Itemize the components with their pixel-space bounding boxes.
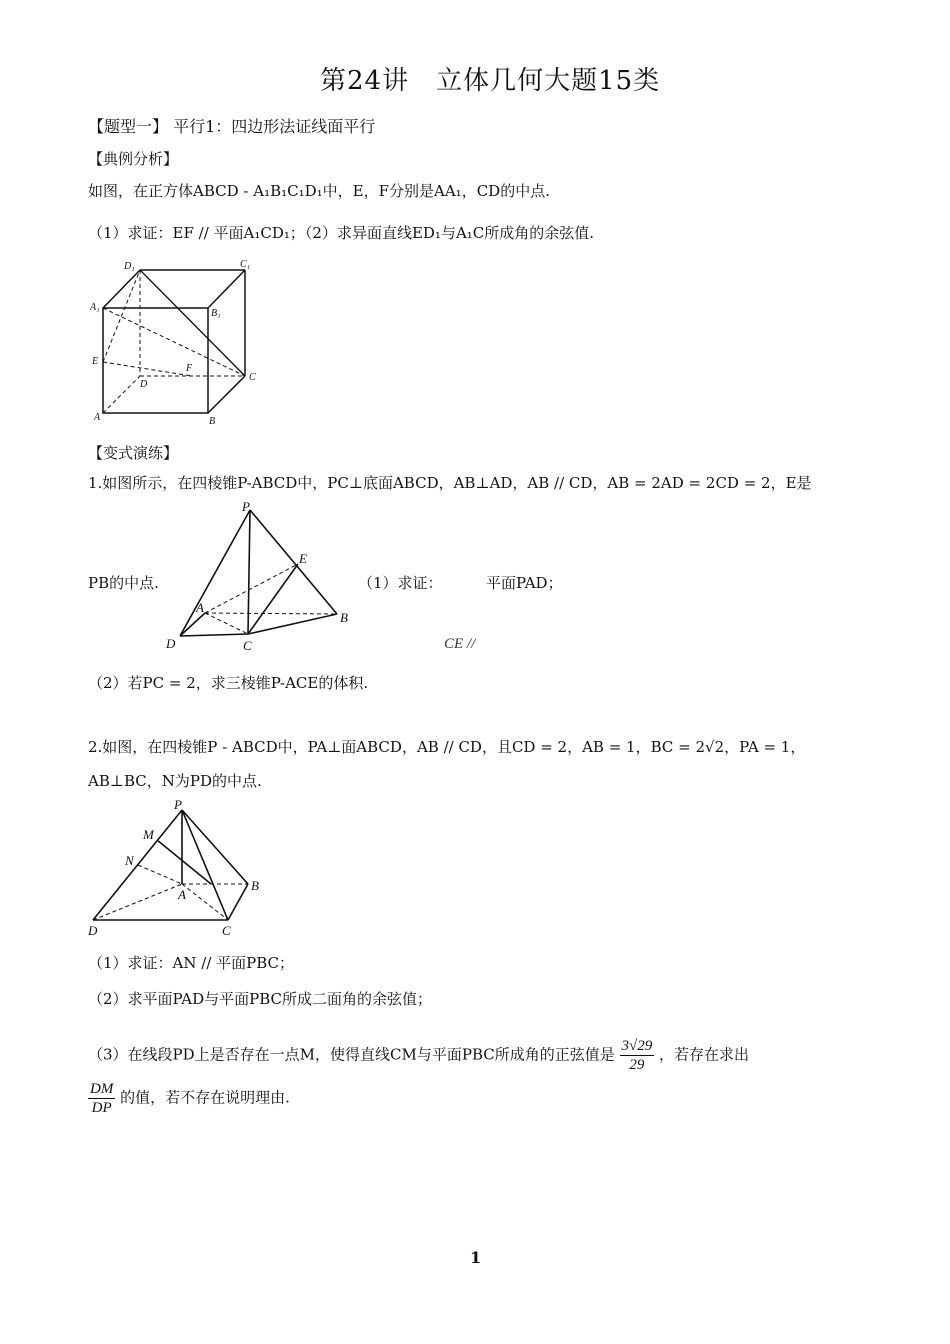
- problem2-q3-text: （3）在线段PD上是否存在一点M，使得直线CM与平面PBC所成角的正弦值是: [88, 1045, 615, 1064]
- label-d1: D₁: [124, 261, 135, 272]
- variant-label: 【变式演练】: [88, 444, 179, 462]
- problem2-q2: （2）求平面PAD与平面PBC所成二面角的余弦值；: [88, 990, 432, 1008]
- problem1-ce: CE //: [444, 636, 476, 652]
- example-questions: （1）求证：EF // 平面A₁CD₁；（2）求异面直线ED₁与A₁C所成角的余弦值.: [88, 224, 595, 242]
- example-label: 【典例分析】: [88, 150, 179, 168]
- sine-fraction: [620, 1037, 655, 1074]
- example-statement: 如图，在正方体ABCD - A₁B₁C₁D₁中，E，F分别是AA₁，CD的中点.: [88, 182, 550, 200]
- page-number: 1: [470, 1248, 482, 1267]
- label-c: C: [222, 923, 231, 938]
- ratio-numerator: DM: [90, 1081, 114, 1097]
- label-e: E: [92, 356, 99, 367]
- label-d: D: [166, 636, 176, 651]
- problem1-statement: 1.如图所示，在四棱锥P-ABCD中，PC⊥底面ABCD，AB⊥AD，AB // CD，AB = 2AD = 2CD = 2，E是: [88, 474, 812, 492]
- label-p: P: [174, 797, 182, 812]
- label-a: A: [196, 600, 204, 615]
- label-f: F: [186, 363, 193, 374]
- label-e: E: [299, 551, 307, 566]
- sine-denominator: 29: [629, 1057, 645, 1073]
- problem1-q2: （2）若PC = 2，求三棱锥P-ACE的体积.: [88, 674, 369, 692]
- page-title: 第24讲 立体几何大题15类: [320, 66, 661, 96]
- problem2-q3-text2: ，若存在求出: [659, 1045, 750, 1064]
- pyramid2-figure: [85, 798, 265, 938]
- problem2-q3-ratio: [88, 1080, 290, 1117]
- problem2-q1: （1）求证：AN // 平面PBC；: [88, 954, 295, 972]
- ratio-fraction: [88, 1080, 115, 1117]
- label-b: B: [251, 878, 259, 893]
- problem1-q1-plane: 平面PAD；: [486, 574, 563, 592]
- problem2-statement: 2.如图，在四棱锥P - ABCD中，PA⊥面ABCD，AB // CD，且CD = 2，AB = 1，BC = 2√2，PA = 1，: [88, 738, 806, 756]
- label-n: N: [125, 853, 134, 868]
- label-d: D: [140, 379, 148, 390]
- sine-numerator: 3√29: [621, 1038, 653, 1054]
- label-b: B: [209, 416, 216, 427]
- label-d: D: [88, 923, 98, 938]
- ratio-denominator: DP: [91, 1100, 112, 1116]
- problem2-q3: [88, 1037, 749, 1074]
- pyramid1-figure: [165, 499, 355, 653]
- label-c: C: [249, 372, 256, 383]
- problem2-condition: AB⊥BC，N为PD的中点.: [88, 772, 262, 790]
- label-c: C: [243, 638, 252, 653]
- label-b: B: [340, 610, 348, 625]
- label-m: M: [143, 827, 154, 842]
- problem2-q3-text3: 的值，若不存在说明理由.: [120, 1088, 290, 1107]
- label-a: A: [94, 412, 101, 423]
- problem1-midpoint: PB的中点.: [88, 574, 159, 592]
- label-c1: C₁: [240, 259, 251, 270]
- problem1-q1-label: （1）求证：: [358, 574, 443, 592]
- label-a1: A₁: [90, 302, 100, 313]
- section-heading: 【题型一】 平行1：四边形法证线面平行: [88, 117, 376, 136]
- label-b1: B₁: [211, 308, 221, 319]
- label-a: A: [178, 887, 186, 902]
- label-p: P: [242, 499, 250, 514]
- cube-figure: [88, 258, 268, 428]
